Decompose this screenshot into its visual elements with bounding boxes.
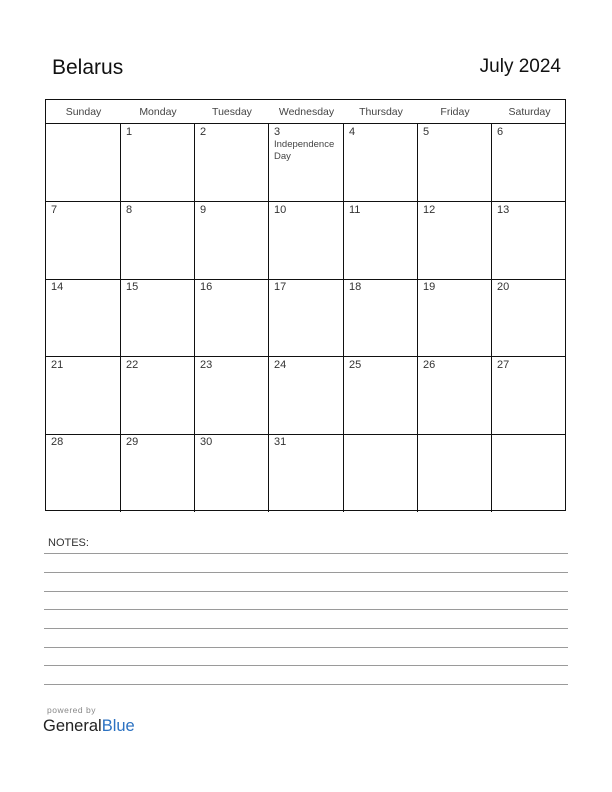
day-cell-6[interactable] <box>492 124 567 201</box>
notes-label: NOTES: <box>48 537 89 549</box>
day-number: 14 <box>51 281 64 294</box>
day-number: 22 <box>126 358 139 371</box>
calendar-grid <box>45 99 566 511</box>
day-number: 17 <box>274 281 287 294</box>
day-number: 10 <box>274 203 287 216</box>
day-number: 20 <box>497 281 510 294</box>
week-row <box>46 357 565 435</box>
day-cell-14[interactable] <box>46 279 121 356</box>
day-number: 25 <box>349 358 362 371</box>
week-row <box>46 124 565 202</box>
week-row <box>46 279 565 357</box>
day-cell-28[interactable] <box>46 434 121 512</box>
generalblue-logo <box>43 717 135 736</box>
day-cell-20[interactable] <box>492 279 567 356</box>
day-number: 13 <box>497 203 510 216</box>
day-number: 3 <box>274 126 281 138</box>
day-cell-23[interactable] <box>195 357 269 434</box>
day-number: 23 <box>200 358 213 371</box>
day-cell-2[interactable] <box>195 124 269 201</box>
day-number: 29 <box>126 436 139 449</box>
notes-line <box>44 684 568 685</box>
day-cell-12[interactable] <box>418 202 492 279</box>
notes-line <box>44 647 568 648</box>
weekday-tuesday: Tuesday <box>212 106 252 118</box>
day-number: 2 <box>200 126 207 138</box>
weekday-saturday: Saturday <box>508 106 551 118</box>
country-title: Belarus <box>52 56 124 79</box>
powered-by-text: powered by <box>47 705 96 715</box>
day-number: 1 <box>126 126 133 138</box>
day-number: 6 <box>497 126 504 138</box>
weekday-sunday: Sunday <box>65 106 102 118</box>
day-number: 21 <box>51 358 64 371</box>
day-cell-3[interactable] <box>269 124 344 201</box>
day-cell-22[interactable] <box>121 357 195 434</box>
empty-day-cell[interactable] <box>344 434 418 512</box>
day-number: 31 <box>274 436 287 449</box>
day-cell-24[interactable] <box>269 357 344 434</box>
day-number: 8 <box>126 203 133 216</box>
weekday-wednesday: Wednesday <box>278 106 335 118</box>
empty-day-cell[interactable] <box>492 434 567 512</box>
day-cell-15[interactable] <box>121 279 195 356</box>
day-number: 19 <box>423 281 436 294</box>
day-number: 30 <box>200 436 213 449</box>
day-cell-17[interactable] <box>269 279 344 356</box>
notes-line <box>44 553 568 554</box>
day-cell-19[interactable] <box>418 279 492 356</box>
notes-line <box>44 665 568 666</box>
day-cell-9[interactable] <box>195 202 269 279</box>
day-number: 26 <box>423 358 436 371</box>
holiday-event: Independence Day <box>274 139 335 162</box>
day-number: 4 <box>349 126 356 138</box>
weekday-friday: Friday <box>440 106 470 118</box>
day-cell-27[interactable] <box>492 357 567 434</box>
notes-line <box>44 572 568 573</box>
day-cell-8[interactable] <box>121 202 195 279</box>
day-cell-29[interactable] <box>121 434 195 512</box>
day-cell-31[interactable] <box>269 434 344 512</box>
day-cell-26[interactable] <box>418 357 492 434</box>
day-number: 27 <box>497 358 510 371</box>
day-number: 16 <box>200 281 213 294</box>
day-cell-21[interactable] <box>46 357 121 434</box>
weekday-monday: Monday <box>139 106 177 118</box>
day-number: 28 <box>51 436 64 449</box>
notes-line <box>44 628 568 629</box>
empty-day-cell[interactable] <box>46 124 121 201</box>
day-cell-18[interactable] <box>344 279 418 356</box>
day-number: 15 <box>126 281 139 294</box>
empty-day-cell[interactable] <box>418 434 492 512</box>
day-cell-13[interactable] <box>492 202 567 279</box>
day-cell-30[interactable] <box>195 434 269 512</box>
notes-line <box>44 609 568 610</box>
weekday-header <box>46 100 565 124</box>
day-cell-25[interactable] <box>344 357 418 434</box>
day-number: 5 <box>423 126 430 138</box>
day-cell-16[interactable] <box>195 279 269 356</box>
day-number: 12 <box>423 203 436 216</box>
day-number: 7 <box>51 203 58 216</box>
brand-general: General <box>43 717 102 735</box>
day-cell-11[interactable] <box>344 202 418 279</box>
week-row <box>46 434 565 512</box>
weekday-thursday: Thursday <box>359 106 403 118</box>
day-cell-5[interactable] <box>418 124 492 201</box>
day-cell-7[interactable] <box>46 202 121 279</box>
day-number: 18 <box>349 281 362 294</box>
day-cell-10[interactable] <box>269 202 344 279</box>
brand-blue: Blue <box>101 717 135 735</box>
day-number: 11 <box>349 203 361 216</box>
day-cell-4[interactable] <box>344 124 418 201</box>
week-row <box>46 202 565 280</box>
notes-line <box>44 591 568 592</box>
month-year-title: July 2024 <box>479 56 561 77</box>
day-number: 24 <box>274 358 287 371</box>
day-number: 9 <box>200 203 207 216</box>
day-cell-1[interactable] <box>121 124 195 201</box>
